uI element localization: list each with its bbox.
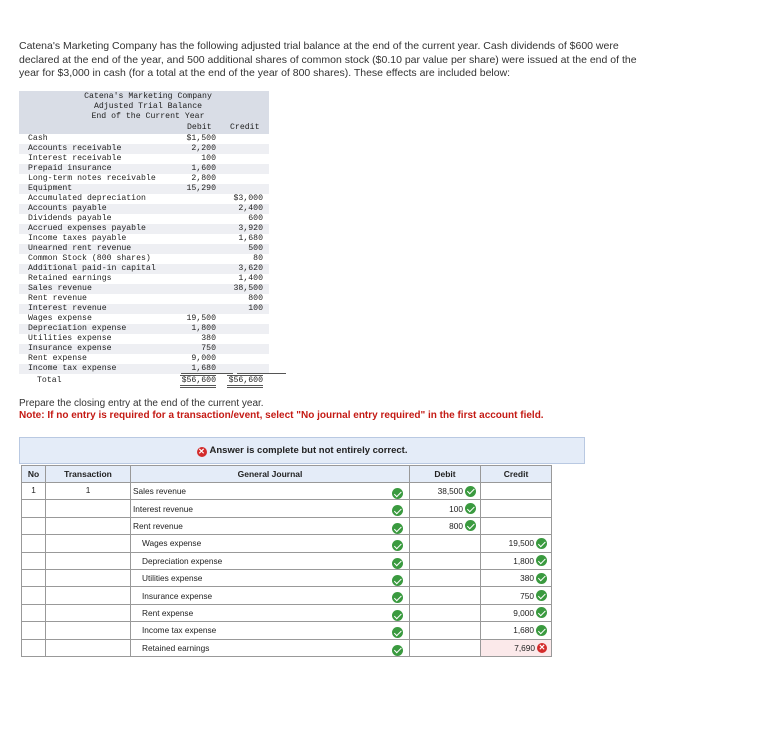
debit-amount: 19,500 bbox=[186, 314, 216, 323]
journal-row bbox=[22, 483, 552, 500]
account-select[interactable] bbox=[131, 639, 410, 656]
credit-amount: 38,500 bbox=[233, 284, 263, 293]
debit-value: 38,500 bbox=[437, 486, 463, 497]
account-select[interactable] bbox=[131, 483, 410, 500]
account-name: Additional paid-in capital bbox=[28, 264, 156, 273]
incorrect-icon: ✕ bbox=[198, 447, 205, 456]
journal-row bbox=[22, 552, 552, 569]
debit-amount: 2,200 bbox=[191, 144, 216, 153]
account-label: Utilities expense bbox=[142, 573, 203, 584]
banner-text: Answer is complete but not entirely correct. bbox=[209, 445, 408, 456]
debit-input[interactable] bbox=[410, 535, 481, 552]
trial-balance-row bbox=[19, 134, 269, 144]
trial-balance-row bbox=[19, 174, 269, 184]
account-label: Rent expense bbox=[142, 607, 194, 618]
journal-row bbox=[22, 604, 552, 621]
credit-input[interactable] bbox=[481, 622, 552, 639]
trial-balance-date: End of the Current Year bbox=[91, 112, 205, 121]
debit-value: 100 bbox=[449, 503, 463, 514]
account-select[interactable] bbox=[131, 500, 410, 517]
account-name: Prepaid insurance bbox=[28, 164, 112, 173]
account-check-icon bbox=[392, 575, 403, 586]
credit-amount: 80 bbox=[253, 254, 263, 263]
credit-value: 1,800 bbox=[513, 555, 534, 566]
debit-input[interactable] bbox=[410, 483, 481, 500]
debit-input[interactable] bbox=[410, 639, 481, 656]
account-name: Retained earnings bbox=[28, 274, 112, 283]
no-cell bbox=[22, 622, 46, 639]
journal-row bbox=[22, 517, 552, 534]
account-name: Sales revenue bbox=[28, 284, 92, 293]
trial-balance-rows bbox=[19, 134, 269, 374]
debit-input[interactable] bbox=[410, 517, 481, 534]
account-select[interactable] bbox=[131, 604, 410, 621]
instructions: Prepare the closing entry at the end of the current year. bbox=[19, 398, 264, 409]
no-header: No bbox=[22, 466, 46, 483]
debit-amount: 9,000 bbox=[191, 354, 216, 363]
trial-balance bbox=[19, 91, 269, 387]
account-name: Rent expense bbox=[28, 354, 87, 363]
transaction-cell bbox=[46, 587, 131, 604]
account-label: Wages expense bbox=[142, 538, 202, 549]
credit-check-icon bbox=[536, 607, 547, 618]
trial-balance-row bbox=[19, 154, 269, 164]
no-cell bbox=[22, 552, 46, 569]
total-debit: $56,600 bbox=[180, 375, 216, 388]
account-select[interactable] bbox=[131, 569, 410, 586]
transaction-cell bbox=[46, 569, 131, 586]
account-label: Depreciation expense bbox=[142, 555, 223, 566]
trial-balance-row bbox=[19, 214, 269, 224]
debit-input[interactable] bbox=[410, 604, 481, 621]
credit-input[interactable] bbox=[481, 483, 552, 500]
journal-header-row bbox=[22, 466, 552, 483]
account-select[interactable] bbox=[131, 552, 410, 569]
debit-input[interactable] bbox=[410, 500, 481, 517]
note: Note: If no entry is required for a transaction/event, select "No journal entry required" in the first account field. bbox=[19, 410, 544, 421]
transaction-cell bbox=[46, 552, 131, 569]
trial-balance-row bbox=[19, 354, 269, 364]
trial-balance-row bbox=[19, 334, 269, 344]
credit-check-icon bbox=[536, 590, 547, 601]
trial-balance-row bbox=[19, 144, 269, 154]
journal-body bbox=[22, 483, 552, 657]
account-check-icon bbox=[392, 540, 403, 551]
no-cell bbox=[22, 639, 46, 656]
entry-number: 1 bbox=[31, 485, 36, 495]
credit-amount: 800 bbox=[248, 294, 263, 303]
account-name: Accrued expenses payable bbox=[28, 224, 146, 233]
credit-value: 380 bbox=[520, 573, 534, 584]
transaction-cell bbox=[46, 483, 131, 500]
no-cell bbox=[22, 517, 46, 534]
credit-underline bbox=[237, 373, 286, 374]
account-name: Accounts receivable bbox=[28, 144, 122, 153]
account-check-icon bbox=[392, 627, 403, 638]
debit-amount: 2,800 bbox=[191, 174, 216, 183]
debit-input[interactable] bbox=[410, 552, 481, 569]
transaction-cell bbox=[46, 535, 131, 552]
debit-amount: 100 bbox=[201, 154, 216, 163]
transaction-cell bbox=[46, 500, 131, 517]
debit-check-icon bbox=[465, 486, 476, 497]
account-name: Insurance expense bbox=[28, 344, 112, 353]
problem-intro: Catena's Marketing Company has the following adjusted trial balance at the end of the current year. Cash dividends of $600 were declared at the end of the year, and 500 additional shares of common stock ($0.10 par value per share) were issued at the end of the year for $3,000 in cash (for a total at the end of the year of 800 shares). These effects are included below: bbox=[19, 40, 637, 79]
credit-column-header: Credit bbox=[481, 466, 552, 483]
account-check-icon bbox=[392, 523, 403, 534]
account-name: Depreciation expense bbox=[28, 324, 127, 333]
account-select[interactable] bbox=[131, 622, 410, 639]
account-select[interactable] bbox=[131, 517, 410, 534]
account-label: Income tax expense bbox=[142, 625, 217, 636]
account-label: Rent revenue bbox=[133, 520, 183, 531]
journal-row bbox=[22, 622, 552, 639]
no-cell bbox=[22, 569, 46, 586]
account-check-icon bbox=[392, 610, 403, 621]
transaction-header: Transaction bbox=[46, 466, 131, 483]
account-name: Accounts payable bbox=[28, 204, 107, 213]
account-name: Cash bbox=[28, 134, 48, 143]
credit-amount: 3,620 bbox=[238, 264, 263, 273]
credit-amount: 600 bbox=[248, 214, 263, 223]
credit-input[interactable] bbox=[481, 535, 552, 552]
trial-balance-row bbox=[19, 194, 269, 204]
journal-row bbox=[22, 535, 552, 552]
debit-amount: $1,500 bbox=[186, 134, 216, 143]
credit-amount: 1,400 bbox=[238, 274, 263, 283]
debit-input[interactable] bbox=[410, 569, 481, 586]
account-name: Dividends payable bbox=[28, 214, 112, 223]
trial-balance-row bbox=[19, 344, 269, 354]
transaction-cell bbox=[46, 517, 131, 534]
journal-row bbox=[22, 639, 552, 656]
general-journal-header: General Journal bbox=[131, 466, 410, 483]
trial-balance-row bbox=[19, 204, 269, 214]
trial-balance-row bbox=[19, 314, 269, 324]
transaction-number: 1 bbox=[85, 485, 91, 495]
account-name: Wages expense bbox=[28, 314, 92, 323]
credit-header: Credit bbox=[230, 123, 260, 132]
no-cell bbox=[22, 535, 46, 552]
account-name: Unearned rent revenue bbox=[28, 244, 132, 253]
credit-check-icon bbox=[536, 625, 547, 636]
debit-check-icon bbox=[465, 520, 476, 531]
account-name: Income taxes payable bbox=[28, 234, 127, 243]
account-name: Income tax expense bbox=[28, 364, 117, 373]
trial-balance-subtitle: Adjusted Trial Balance bbox=[93, 102, 203, 111]
debit-amount: 15,290 bbox=[186, 184, 216, 193]
credit-incorrect-icon: ✕ bbox=[538, 642, 546, 652]
trial-balance-header bbox=[19, 91, 269, 122]
credit-amount: 1,680 bbox=[238, 234, 263, 243]
account-name: Accumulated depreciation bbox=[28, 194, 146, 203]
trial-balance-row bbox=[19, 364, 269, 374]
trial-balance-row bbox=[19, 324, 269, 334]
debit-underline bbox=[181, 373, 233, 374]
journal-row bbox=[22, 569, 552, 586]
trial-balance-row bbox=[19, 164, 269, 174]
credit-value: 1,680 bbox=[513, 625, 534, 636]
total-credit: $56,600 bbox=[227, 375, 263, 388]
debit-amount: 1,600 bbox=[191, 164, 216, 173]
account-name: Interest receivable bbox=[28, 154, 122, 163]
trial-balance-column-headers bbox=[19, 122, 269, 134]
transaction-cell bbox=[46, 604, 131, 621]
trial-balance-row bbox=[19, 304, 269, 314]
account-label: Insurance expense bbox=[142, 590, 213, 601]
account-name: Rent revenue bbox=[28, 294, 87, 303]
total-label: Total bbox=[37, 376, 62, 385]
credit-input[interactable] bbox=[481, 587, 552, 604]
debit-value: 800 bbox=[449, 520, 463, 531]
debit-amount: 1,800 bbox=[191, 324, 216, 333]
credit-value: 7,690 bbox=[514, 642, 535, 653]
credit-value: 750 bbox=[520, 590, 534, 601]
debit-column-header: Debit bbox=[410, 466, 481, 483]
account-name: Common Stock (800 shares) bbox=[28, 254, 151, 263]
trial-balance-row bbox=[19, 274, 269, 284]
account-check-icon bbox=[392, 592, 403, 603]
debit-amount: 750 bbox=[201, 344, 216, 353]
credit-input[interactable] bbox=[481, 639, 552, 656]
credit-amount: 2,400 bbox=[238, 204, 263, 213]
answer-status-banner bbox=[19, 437, 585, 464]
credit-amount: 3,920 bbox=[238, 224, 263, 233]
credit-check-icon bbox=[536, 573, 547, 584]
credit-check-icon bbox=[536, 538, 547, 549]
trial-balance-row bbox=[19, 294, 269, 304]
credit-check-icon bbox=[536, 555, 547, 566]
account-name: Interest revenue bbox=[28, 304, 107, 313]
credit-amount: $3,000 bbox=[233, 194, 263, 203]
transaction-cell bbox=[46, 622, 131, 639]
credit-input[interactable] bbox=[481, 517, 552, 534]
account-select[interactable] bbox=[131, 535, 410, 552]
account-label: Sales revenue bbox=[133, 486, 187, 497]
credit-amount: 100 bbox=[248, 304, 263, 313]
transaction-cell bbox=[46, 639, 131, 656]
account-label: Retained earnings bbox=[142, 642, 210, 653]
trial-balance-row bbox=[19, 254, 269, 264]
account-check-icon bbox=[392, 558, 403, 569]
credit-input[interactable] bbox=[481, 604, 552, 621]
trial-balance-row bbox=[19, 234, 269, 244]
no-cell bbox=[22, 604, 46, 621]
journal-row bbox=[22, 500, 552, 517]
no-cell bbox=[22, 500, 46, 517]
credit-amount: 500 bbox=[248, 244, 263, 253]
account-name: Utilities expense bbox=[28, 334, 112, 343]
trial-balance-row bbox=[19, 244, 269, 254]
journal-row bbox=[22, 587, 552, 604]
debit-amount: 1,680 bbox=[191, 364, 216, 373]
trial-balance-total-row bbox=[19, 375, 269, 387]
account-label: Interest revenue bbox=[133, 503, 193, 514]
debit-input[interactable] bbox=[410, 622, 481, 639]
debit-amount: 380 bbox=[201, 334, 216, 343]
trial-balance-title: Catena's Marketing Company bbox=[84, 92, 212, 101]
account-select[interactable] bbox=[131, 587, 410, 604]
credit-input[interactable] bbox=[481, 569, 552, 586]
debit-check-icon bbox=[465, 503, 476, 514]
credit-value: 9,000 bbox=[513, 607, 534, 618]
account-name: Equipment bbox=[28, 184, 73, 193]
account-check-icon bbox=[392, 488, 403, 499]
trial-balance-row bbox=[19, 264, 269, 274]
trial-balance-row bbox=[19, 184, 269, 194]
account-check-icon bbox=[392, 505, 403, 516]
general-journal-table bbox=[21, 465, 552, 657]
account-name: Long-term notes receivable bbox=[28, 174, 156, 183]
account-check-icon bbox=[392, 645, 403, 656]
no-cell bbox=[22, 587, 46, 604]
trial-balance-row bbox=[19, 224, 269, 234]
credit-value: 19,500 bbox=[508, 538, 534, 549]
no-cell bbox=[22, 483, 46, 500]
trial-balance-row bbox=[19, 284, 269, 294]
credit-input[interactable] bbox=[481, 500, 552, 517]
debit-input[interactable] bbox=[410, 587, 481, 604]
debit-header: Debit bbox=[187, 123, 212, 132]
credit-input[interactable] bbox=[481, 552, 552, 569]
